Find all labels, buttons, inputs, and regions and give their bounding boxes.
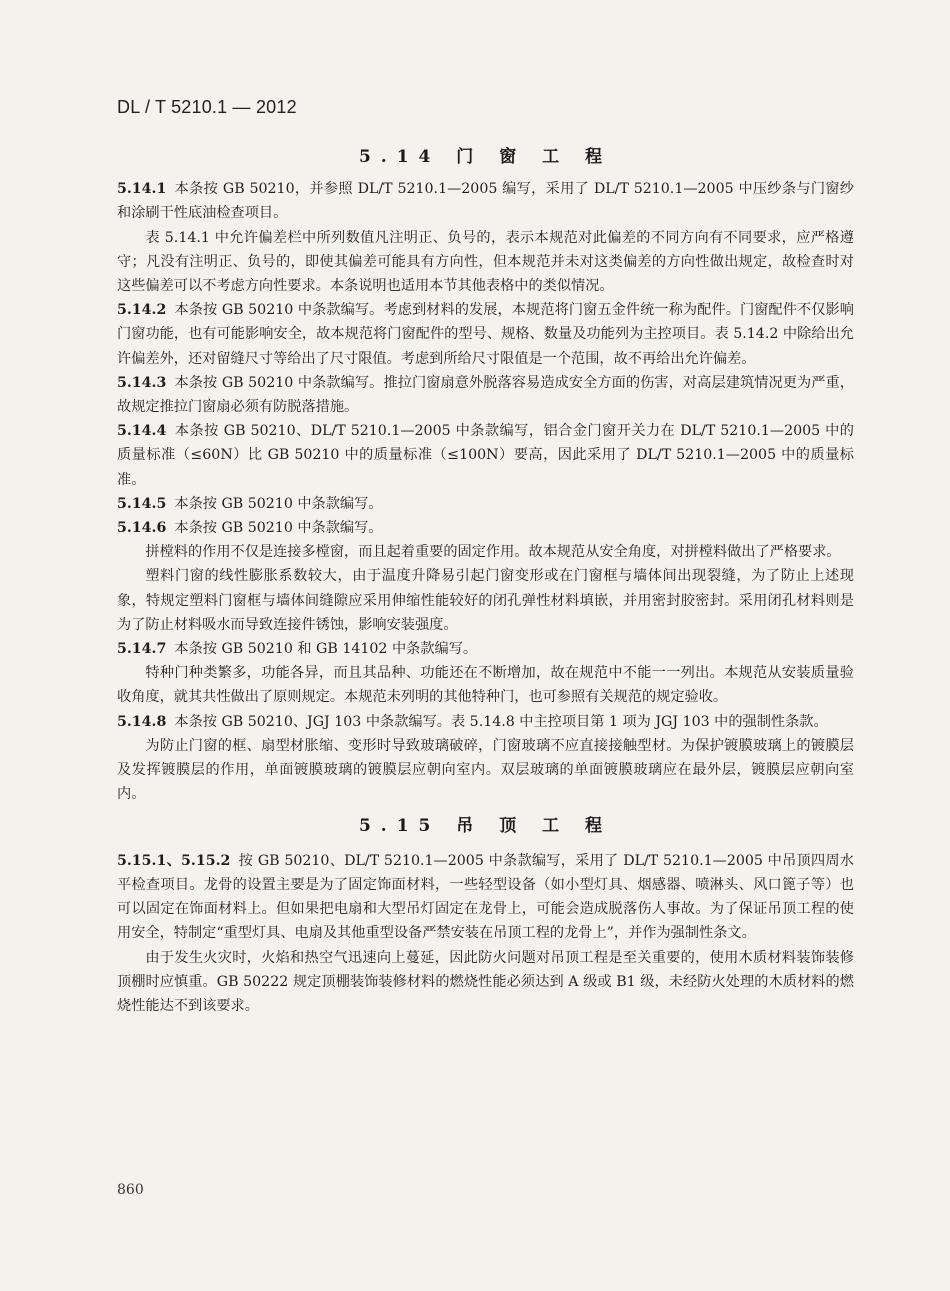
clause-text: 本条按 GB 50210 中条款编写。 (174, 495, 383, 512)
clause-text: 本条按 GB 50210 中条款编写。 (174, 520, 383, 537)
clause-paragraph (117, 849, 854, 946)
standard-code-header: DL / T 5210.1 — 2012 (117, 97, 297, 117)
page-number: 860 (117, 1182, 144, 1198)
clause-paragraph (117, 516, 854, 540)
explanation-paragraph: 塑料门窗的线性膨胀系数较大，由于温度升降易引起门窗变形或在门窗框与墙体间出现裂缝，为了防止上述现象，特规定塑料门窗框与墙体间缝隙应采用伸缩性能较好的闭孔弹性材料填嵌，并用密封胶密封。采用闭孔材料则是为了防止材料吸水而导致连接件锈蚀，影响安装强度。 (117, 568, 854, 633)
clause-text: 本条按 GB 50210 中条款编写。推拉门窗扇意外脱落容易造成安全方面的伤害，对高层建筑情况更为严重，故规定推拉门窗扇必须有防脱落措施。 (117, 374, 854, 416)
explanation-paragraph: 特种门种类繁多，功能各异，而且其品种、功能还在不断增加，故在规范中不能一一列出。本规范从安装质量验收角度，就其共性做出了原则规定。本规范未列明的其他特种门，也可参照有关规范的规定验收。 (117, 665, 854, 706)
clause-number: 5.14.4 (117, 423, 167, 440)
clause-number: 5.14.6 (117, 520, 167, 537)
clause-paragraph (117, 298, 854, 371)
clause-paragraph (117, 371, 854, 419)
document-body (117, 145, 854, 1018)
clause-number: 5.14.3 (117, 374, 167, 391)
section-title-5-15: 5.15 吊 顶 工 程 (358, 816, 613, 837)
clause-text: 按 GB 50210、DL/T 5210.1—2005 中条款编写，采用了 DL/T 5210.1—2005 中吊顶四周水平检查项目。龙骨的设置主要是为了固定饰面材料，一些轻型设备（如小型灯具、烟感器、喷淋头、风口篦子等）也可以固定在饰面材料上。但如果把电扇和大型吊灯固定在龙骨上，可能会造成脱落伤人事故。为了保证吊顶工程的使用安全，特制定“重型灯具、电扇及其他重型设备严禁安装在吊顶工程的龙骨上”，并作为强制性条文。 (117, 852, 854, 942)
explanation-paragraph: 由于发生火灾时，火焰和热空气迅速向上蔓延，因此防火问题对吊顶工程是至关重要的，使用木质材料装饰装修顶棚时应慎重。GB 50222 规定顶棚装饰装修材料的燃烧性能必须达到 A 级或 B1 级，未经防火处理的木质材料的燃烧性能达不到该要求。 (117, 949, 854, 1014)
clause-paragraph (117, 637, 854, 661)
clause-number: 5.14.5 (117, 495, 167, 512)
clause-text: 本条按 GB 50210 和 GB 14102 中条款编写。 (174, 641, 478, 658)
section-title-5-14: 5.14 门 窗 工 程 (358, 147, 613, 167)
clause-number: 5.14.8 (117, 713, 167, 730)
clause-number: 5.14.1 (117, 181, 167, 198)
clause-paragraph (117, 177, 854, 225)
clause-paragraph (117, 419, 854, 492)
clause-number: 5.15.1、5.15.2 (117, 852, 231, 869)
explanation-paragraph: 为防止门窗的框、扇型材胀缩、变形时导致玻璃破碎，门窗玻璃不应直接接触型材。为保护镀膜玻璃上的镀膜层及发挥镀膜层的作用，单面镀膜玻璃的镀膜层应朝向室内。双层玻璃的单面镀膜玻璃应在最外层，镀膜层应朝向室内。 (117, 737, 854, 803)
clause-number: 5.14.2 (117, 302, 167, 319)
clause-text: 本条按 GB 50210 中条款编写。考虑到材料的发展，本规范将门窗五金件统一称为配件。门窗配件不仅影响门窗功能，也有可能影响安全，故本规范将门窗配件的型号、规格、数量及功能列为主控项目。表 5.14.2 中除给出允许偏差外，还对留缝尺寸等给出了尺寸限值。考虑到所给尺寸限值是一个范围，故不再给出允许偏差。 (117, 302, 854, 367)
clause-number: 5.14.7 (117, 641, 167, 658)
clause-paragraph (117, 710, 854, 734)
clause-text: 本条按 GB 50210、DL/T 5210.1—2005 中条款编写，铝合金门窗开关力在 DL/T 5210.1—2005 中的质量标准（≤60N）比 GB 50210 中的质量标准（≤100N）要高，因此采用了 DL/T 5210.1—2005 中的质量标准。 (117, 423, 854, 488)
clause-text: 本条按 GB 50210、JGJ 103 中条款编写。表 5.14.8 中主控项目第 1 项为 JGJ 103 中的强制性条款。 (174, 713, 828, 730)
clause-paragraph (117, 492, 854, 516)
clause-text: 本条按 GB 50210，并参照 DL/T 5210.1—2005 编写，采用了 DL/T 5210.1—2005 中压纱条与门窗纱和涂刷干性底油检查项目。 (117, 181, 854, 222)
explanation-paragraph: 表 5.14.1 中允许偏差栏中所列数值凡注明正、负号的，表示本规范对此偏差的不同方向有不同要求，应严格遵守；凡没有注明正、负号的，即使其偏差可能具有方向性，但本规范并未对这类偏差的方向性做出规定，故检查时对这些偏差可以不考虑方向性要求。本条说明也适用本节其他表格中的类似情况。 (117, 229, 854, 295)
explanation-paragraph: 拼樘料的作用不仅是连接多樘窗，而且起着重要的固定作用。故本规范从安全角度，对拼樘料做出了严格要求。 (145, 544, 841, 561)
